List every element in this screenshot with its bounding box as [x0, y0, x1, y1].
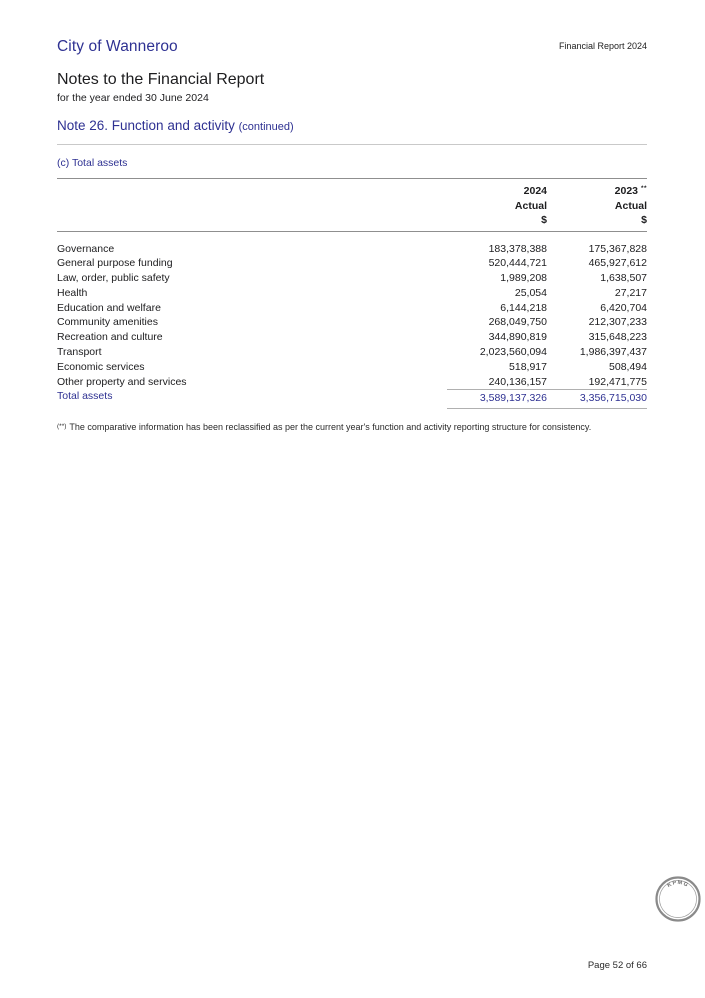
row-label: Transport	[57, 346, 102, 359]
table-header	[57, 178, 647, 232]
note-continued-label: (continued)	[238, 121, 294, 133]
table-row	[57, 315, 647, 330]
row-label: General purpose funding	[57, 257, 173, 270]
brand-heading: City of Wanneroo	[57, 38, 178, 55]
value-2023: 27,217	[614, 286, 647, 299]
table-row	[57, 360, 647, 375]
page-header	[57, 38, 647, 56]
column-superscript: **	[640, 185, 647, 192]
value-2023: 192,471,775	[588, 375, 647, 388]
value-2024: 518,917	[509, 360, 547, 373]
value-2023: 6,420,704	[600, 301, 647, 314]
page-title: Notes to the Financial Report	[57, 71, 265, 88]
row-label: Law, order, public safety	[57, 272, 170, 285]
table-row	[57, 375, 647, 390]
report-period: for the year ended 30 June 2024	[57, 92, 209, 104]
heading-divider	[57, 144, 647, 145]
stamp-text: KPMG	[666, 879, 690, 889]
page-number: Page 52 of 66	[587, 960, 647, 971]
table-row	[57, 271, 647, 286]
value-2023: 315,648,223	[588, 331, 647, 344]
row-label: Community amenities	[57, 316, 158, 329]
row-label: Other property and services	[57, 375, 187, 388]
value-2023: 508,494	[609, 360, 647, 373]
footnote	[57, 422, 647, 432]
column-actual-label: Actual	[614, 199, 647, 212]
row-label: Recreation and culture	[57, 331, 163, 344]
column-year: 2024	[523, 185, 547, 197]
value-2024: 1,989,208	[500, 272, 547, 285]
kpmg-stamp	[653, 874, 703, 924]
table-row	[57, 256, 647, 271]
value-2023: 1,638,507	[600, 272, 647, 285]
value-2023: 212,307,233	[588, 316, 647, 329]
column-header-2023	[547, 182, 647, 228]
value-2023: 1,986,397,437	[579, 346, 647, 359]
value-2023: 175,367,828	[588, 242, 647, 255]
table-row	[57, 301, 647, 316]
row-label: Governance	[57, 242, 115, 255]
footnote-text: The comparative information has been reclassified as per the current year's function and activity reporting structure for consistency.	[69, 422, 592, 433]
column-year: 2023 **	[614, 185, 647, 197]
report-year-label: Financial Report 2024	[558, 41, 647, 51]
table-body	[57, 232, 647, 410]
value-2024: 6,144,218	[500, 301, 547, 314]
value-2024: 520,444,721	[488, 257, 547, 270]
table-row	[57, 330, 647, 345]
document-page	[57, 0, 647, 432]
row-label: Health	[57, 286, 88, 299]
section-label: (c) Total assets	[57, 157, 128, 169]
footnote-marker: (**)	[57, 423, 67, 431]
value-2023: 465,927,612	[588, 257, 647, 270]
column-unit: $	[541, 214, 547, 226]
svg-text:KPMG	[666, 880, 689, 889]
note-heading-text: Note 26. Function and activity	[57, 118, 235, 133]
total-row	[57, 389, 647, 409]
total-value-2023: 3,356,715,030	[547, 389, 647, 409]
value-2024: 25,054	[514, 286, 547, 299]
value-2024: 183,378,388	[488, 242, 547, 255]
value-2024: 268,049,750	[488, 316, 547, 329]
table-row	[57, 242, 647, 257]
column-actual-label: Actual	[514, 199, 547, 212]
value-2024: 2,023,560,094	[479, 346, 547, 359]
row-label: Economic services	[57, 360, 145, 373]
total-label: Total assets	[57, 390, 113, 403]
total-value-2024: 3,589,137,326	[447, 389, 547, 409]
column-unit: $	[641, 214, 647, 226]
value-2024: 240,136,157	[488, 375, 547, 388]
column-header-2024	[447, 182, 547, 228]
row-label: Education and welfare	[57, 301, 161, 314]
stamp-inner-ring	[660, 881, 697, 918]
header-spacer	[57, 182, 447, 228]
note-heading	[57, 118, 647, 133]
table-row	[57, 345, 647, 360]
total-assets-table	[57, 178, 647, 409]
value-2024: 344,890,819	[488, 331, 547, 344]
table-row	[57, 286, 647, 301]
